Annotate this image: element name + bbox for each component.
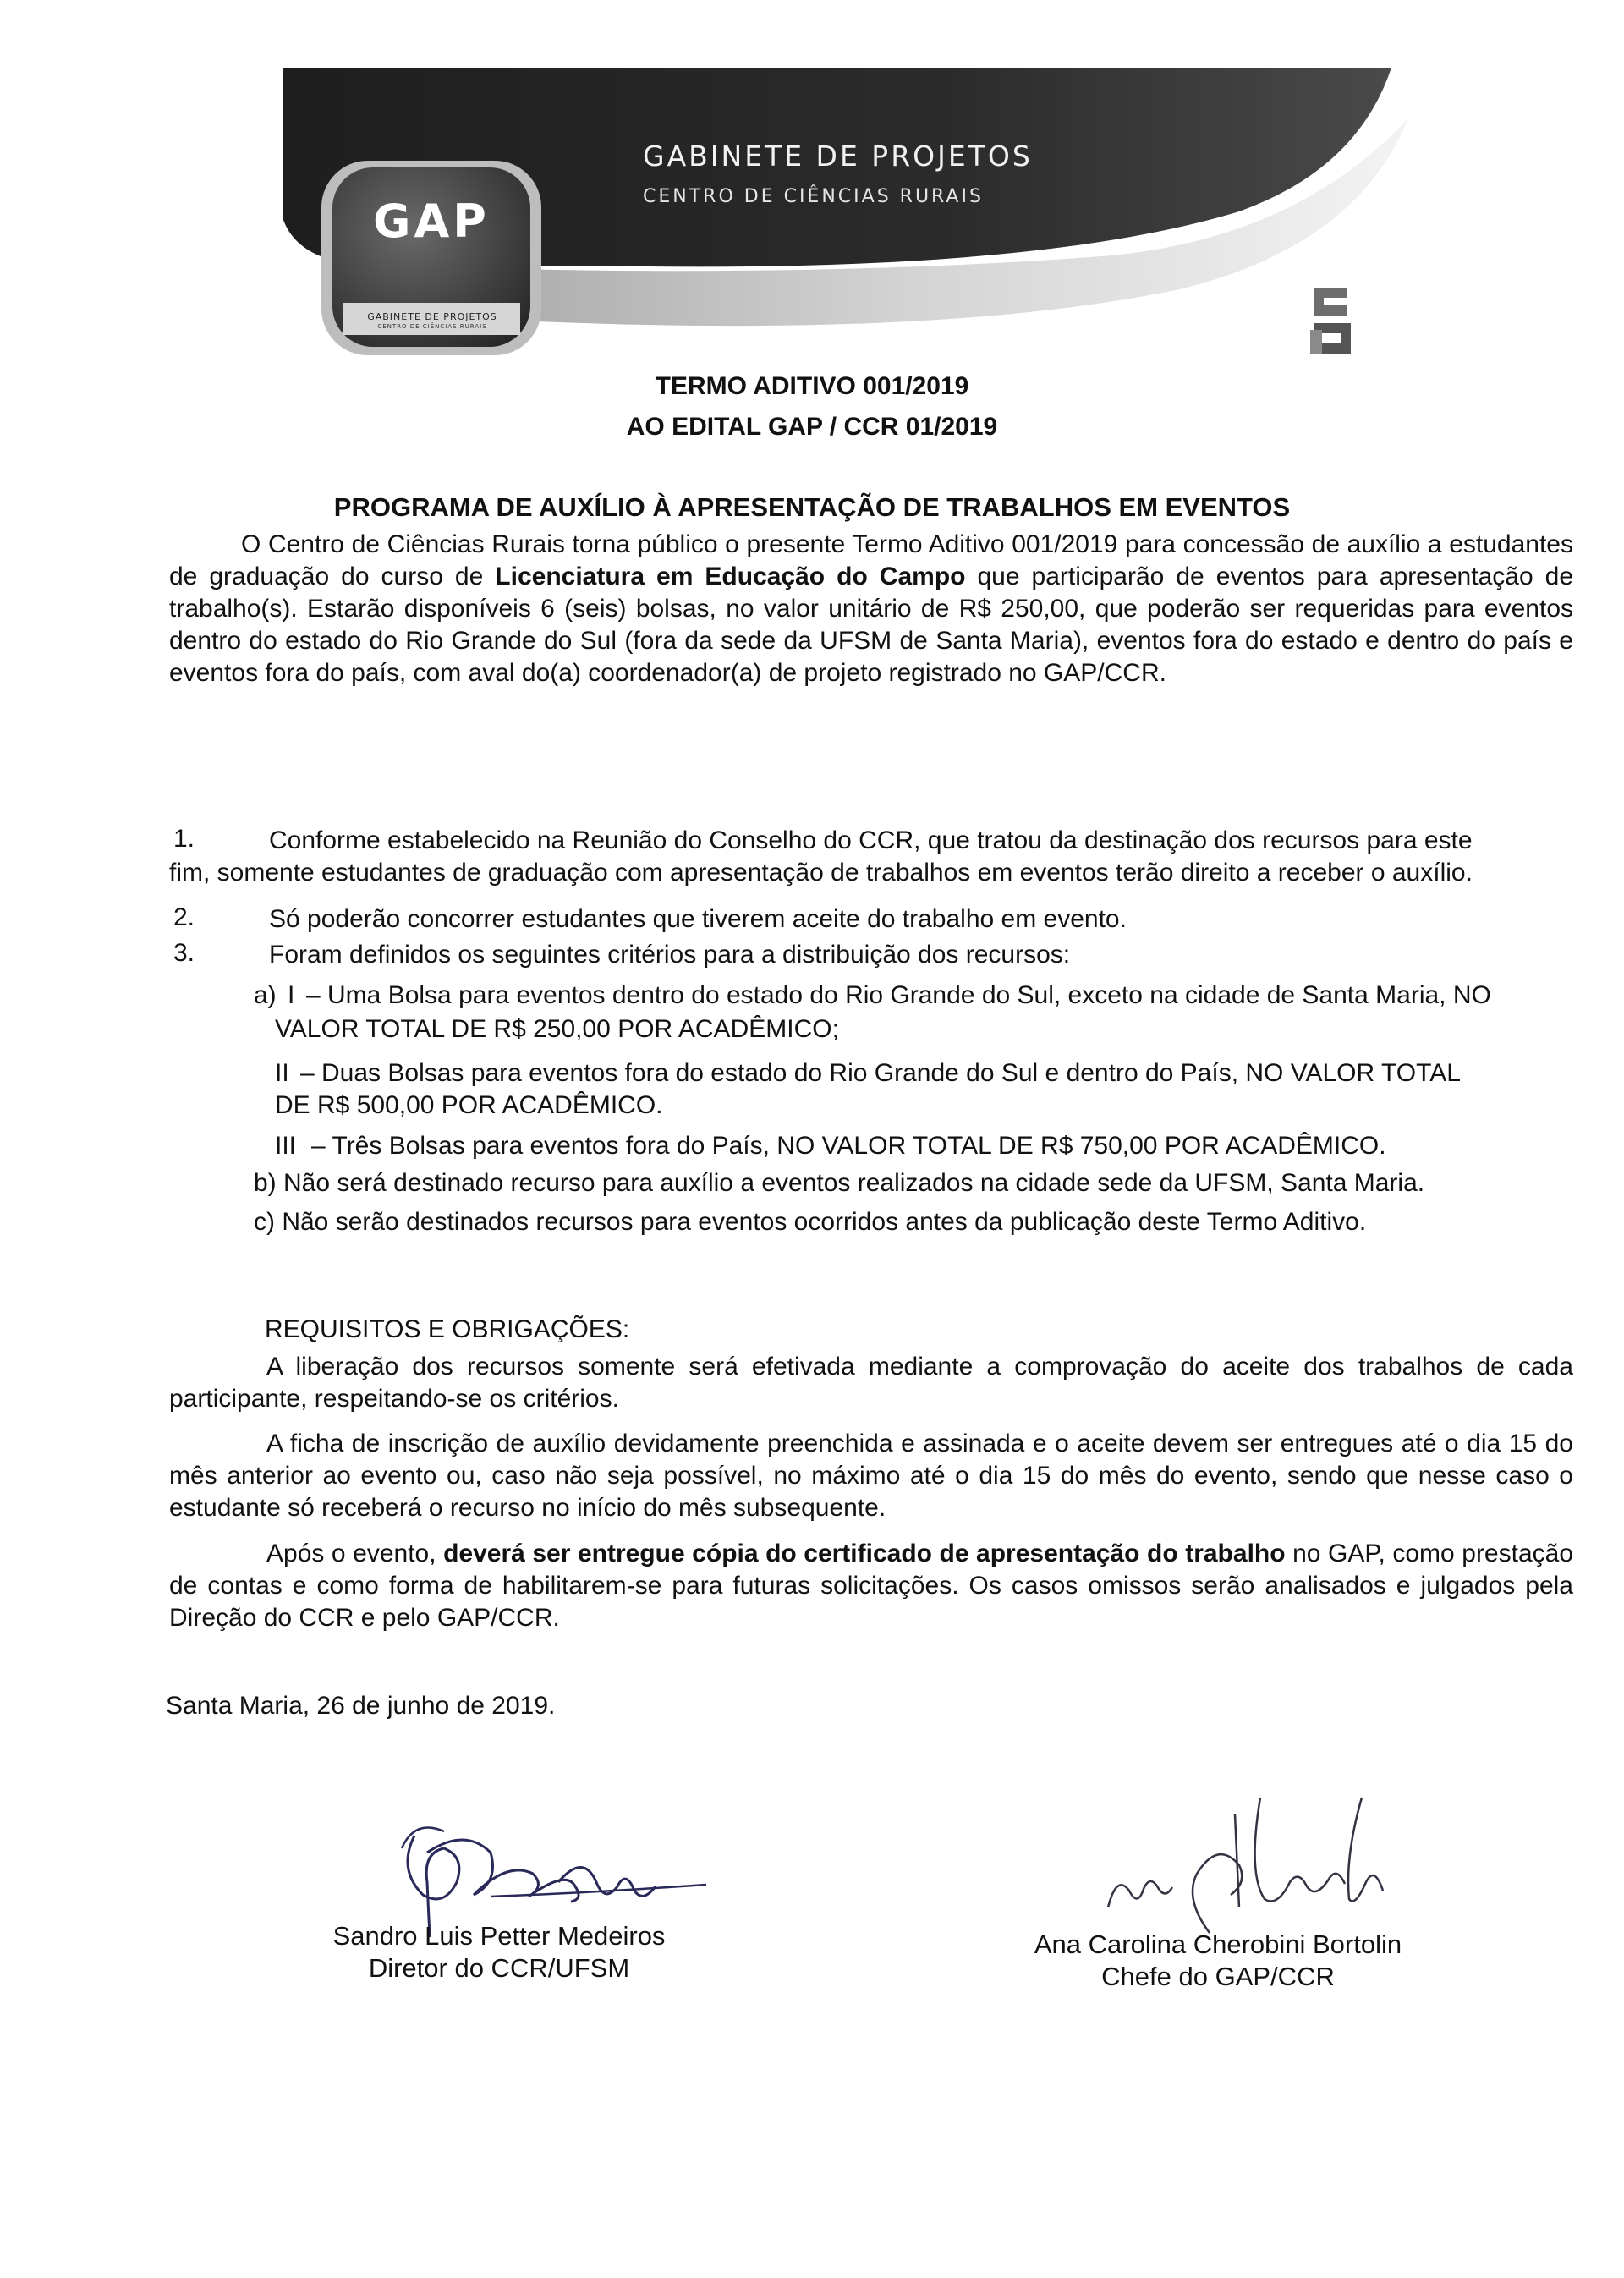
item-number: 3. <box>173 939 195 967</box>
document-title: TERMO ADITIVO 001/2019 <box>655 372 969 400</box>
letterhead-subtitle: CENTRO DE CIÊNCIAS RURAIS <box>643 186 984 207</box>
tier-1-roman: I <box>288 981 295 1009</box>
logo-subtitle-small: CENTRO DE CIÊNCIAS RURAIS <box>377 323 487 330</box>
signatory-2-name: Ana Carolina Cherobini Bortolin <box>1034 1929 1402 1959</box>
item-1-line-1: Conforme estabelecido na Reunião do Conselho do CCR, que tratou da destinação dos recursos para este <box>269 826 1473 854</box>
item-1-line-2: fim, somente estudantes de graduação com apresentação de trabalhos em eventos terão direito a receber o auxílio. <box>169 859 1473 886</box>
tier-1-line-2: VALOR TOTAL DE R$ 250,00 POR ACADÊMICO; <box>275 1015 839 1043</box>
requirements-paragraph-2 <box>169 1428 1573 1524</box>
intro-paragraph <box>169 529 1573 689</box>
gap-logo-icon: GAP <box>373 195 490 248</box>
certificate-requirement: deverá ser entregue cópia do certificado de apresentação do trabalho <box>443 1540 1286 1567</box>
requirements-text-1: A liberação dos recursos somente será efetivada mediante a comprovação do aceite dos trabalhos de cada participante, respeitando-se os critérios. <box>169 1353 1573 1413</box>
intro-text-end: que participarão de eventos para apresentação de trabalho(s). Estarão disponíveis 6 (seis) bolsas, no valor unitário de R$ 250,00, que poderão ser requeridas para eventos dentro do estado do Rio Grande do Sul (fora da sede da UFSM de Santa Maria), eventos fora do estado e dentro do país e eventos fora do país, com aval do(a) coordenador(a) de projeto registrado no GAP/CCR. <box>169 563 1574 687</box>
tier-2-line-1: – Duas Bolsas para eventos fora do estado do Rio Grande do Sul e dentro do País, NO VALOR TOTAL <box>300 1059 1461 1087</box>
letterhead-banner <box>283 68 1463 372</box>
requirements-text-3-start: Após o evento, <box>266 1540 444 1567</box>
criteria-a-label: a) <box>254 981 277 1009</box>
requirements-text-2: A ficha de inscrição de auxílio devidamente preenchida e assinada e o aceite devem ser entregues até o dia 15 do mês anterior ao evento ou, caso não seja possível, no máximo até o dia 15 do mês do evento, sendo que nesse caso o estudante só receberá o recurso no início do mês subsequente. <box>169 1430 1573 1522</box>
tier-3-line-1: – Três Bolsas para eventos fora do País, NO VALOR TOTAL DE R$ 750,00 POR ACADÊMICO. <box>311 1132 1386 1160</box>
requirements-title: REQUISITOS E OBRIGAÇÕES: <box>265 1315 630 1343</box>
item-number: 1. <box>173 825 195 853</box>
criteria-b: b) Não será destinado recurso para auxílio a eventos realizados na cidade sede da UFSM, Santa Maria. <box>254 1169 1425 1197</box>
signatory-2-role: Chefe do GAP/CCR <box>1101 1962 1335 1991</box>
date-line: Santa Maria, 26 de junho de 2019. <box>166 1692 556 1720</box>
course-name: Licenciatura em Educação do Campo <box>495 563 966 590</box>
item-2-text: Só poderão concorrer estudantes que tiverem aceite do trabalho em evento. <box>269 905 1127 933</box>
tier-3-roman: III <box>275 1132 297 1160</box>
signature-2-scribble-icon <box>1091 1781 1429 1950</box>
tier-1-line-1: – Uma Bolsa para eventos dentro do estado do Rio Grande do Sul, exceto na cidade de Santa Maria, NO <box>306 981 1491 1009</box>
signatory-1-name: Sandro Luis Petter Medeiros <box>332 1921 666 1951</box>
tier-2-line-2: DE R$ 500,00 POR ACADÊMICO. <box>275 1091 663 1119</box>
signature-1 <box>288 1920 710 1984</box>
signature-2 <box>998 1929 1438 1993</box>
program-title: PROGRAMA DE AUXÍLIO À APRESENTAÇÃO DE TRABALHOS EM EVENTOS <box>333 492 1291 522</box>
criteria-c: c) Não serão destinados recursos para eventos ocorridos antes da publicação deste Termo Aditivo. <box>254 1208 1367 1236</box>
intro-text-start: O Centro de Ciências Rurais torna público o presente Termo Aditivo 001/2019 para concessão de auxílio a estudantes de graduação do curso de <box>169 530 1573 590</box>
requirements-text-3-end: no GAP, como prestação de contas e como forma de habilitarem-se para futuras solicitações. Os casos omissos serão analisados e julgados pela Direção do CCR e pelo GAP/CCR. <box>169 1540 1574 1632</box>
item-number: 2. <box>173 903 195 931</box>
item-3-text: Foram definidos os seguintes critérios para a distribuição dos recursos: <box>269 941 1071 969</box>
logo-subtitle: GABINETE DE PROJETOS <box>367 311 497 322</box>
tier-2-roman: II <box>275 1059 289 1087</box>
requirements-paragraph-1 <box>169 1351 1573 1415</box>
document-reference: AO EDITAL GAP / CCR 01/2019 <box>626 413 998 441</box>
requirements-paragraph-3 <box>169 1538 1573 1634</box>
ccr-corner-mark-icon <box>1307 279 1358 355</box>
signatory-1-role: Diretor do CCR/UFSM <box>368 1953 630 1983</box>
letterhead-title: GABINETE DE PROJETOS <box>643 140 1033 173</box>
